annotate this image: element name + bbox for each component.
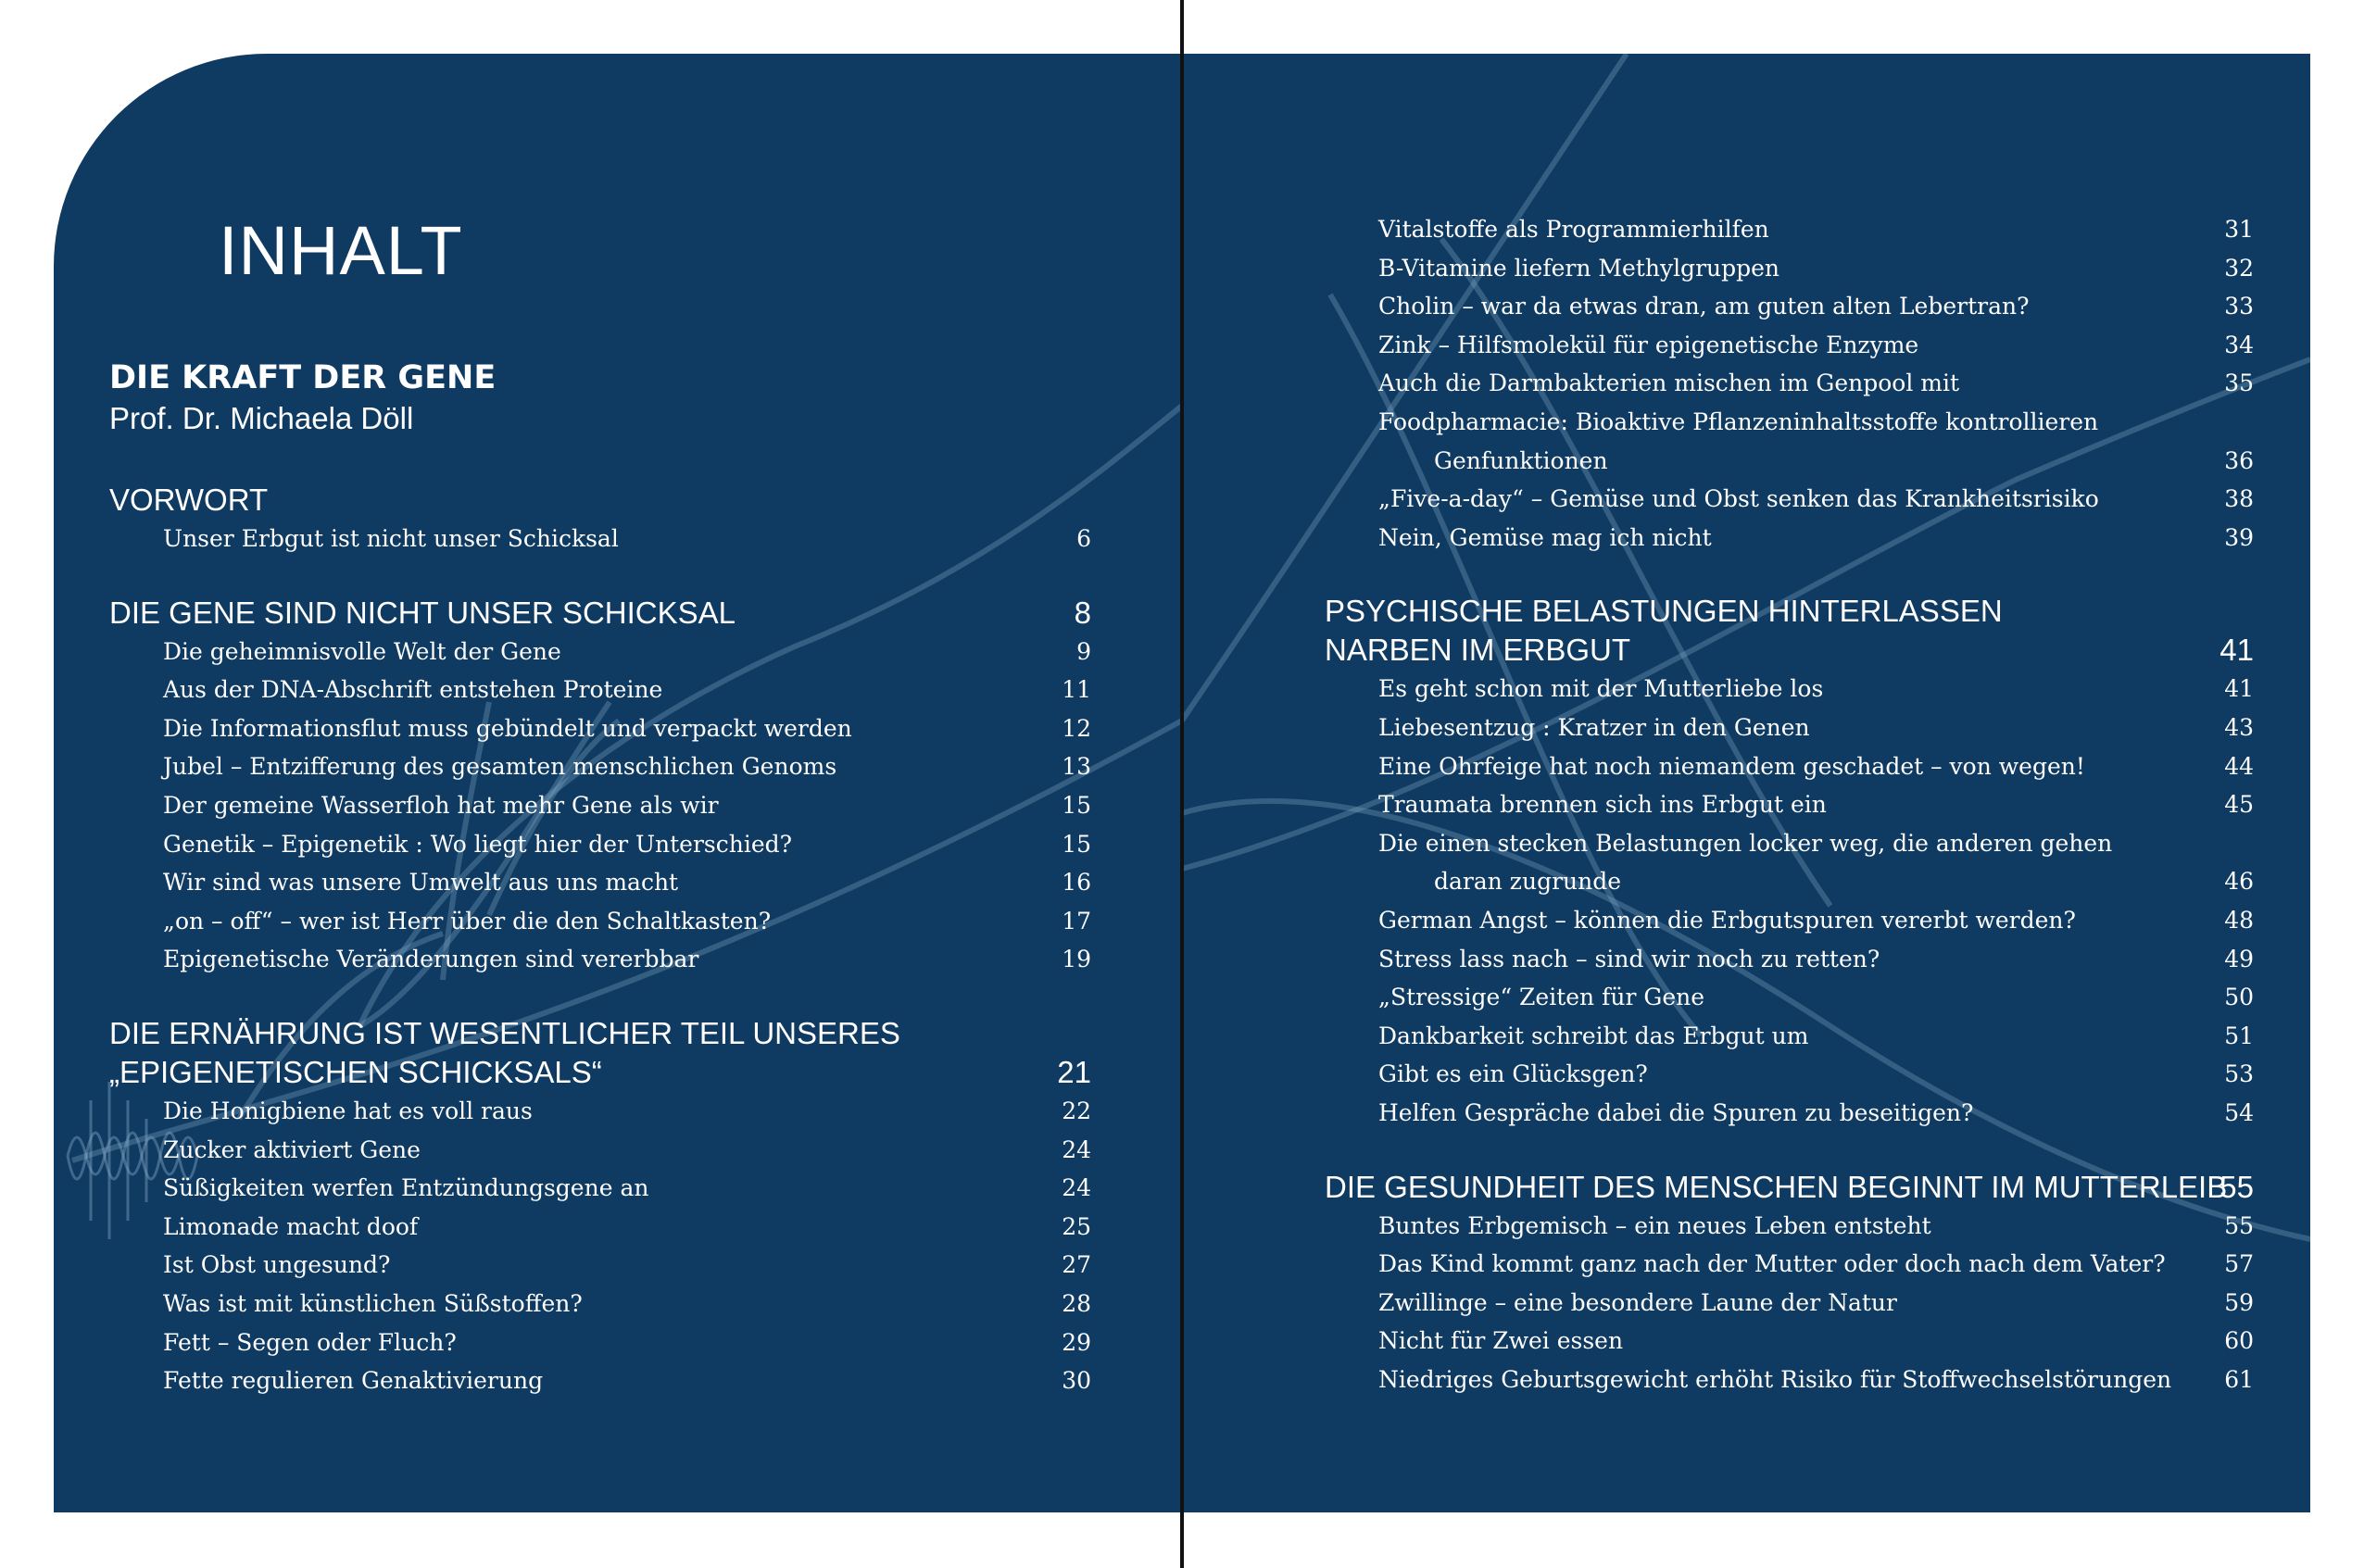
toc-entry-title: Es geht schon mit der Mutterliebe los [1378, 675, 1824, 703]
toc-entry-row [1182, 288, 2310, 325]
toc-entry-row [1182, 941, 2310, 978]
toc-page-number: 38 [2224, 485, 2254, 513]
toc-list-right [1182, 54, 2310, 1512]
toc-page-number: 44 [2224, 752, 2254, 780]
toc-page-number: 17 [1062, 907, 1091, 935]
toc-page-number: 50 [2224, 984, 2254, 1011]
toc-entry-row [1182, 404, 2310, 441]
toc-page-number: 39 [2224, 523, 2254, 551]
toc-entry-row [1182, 1246, 2310, 1283]
toc-entry-title: Ist Obst ungesund? [163, 1251, 391, 1279]
toc-entry-title: Genfunktionen [1434, 446, 1608, 474]
toc-entry-title: Was ist mit künstlichen Süßstoffen? [163, 1290, 583, 1317]
toc-entry-title: Niedriges Geburtsgewicht erhöht Risiko für Stoffwechselstörungen [1378, 1366, 2172, 1393]
toc-chapter-title: DIE GENE SIND NICHT UNSER SCHICKSAL [109, 595, 736, 630]
toc-entry-title: Traumata brennen sich ins Erbgut ein [1378, 791, 1827, 819]
toc-chapter-title: „EPIGENETISCHEN SCHICKSALS“ [109, 1055, 602, 1089]
toc-entry-row [1182, 786, 2310, 823]
toc-entry-row [54, 710, 1182, 747]
toc-entry-title: Die geheimnisvolle Welt der Gene [163, 637, 561, 665]
toc-entry-title: „Stressige“ Zeiten für Gene [1378, 984, 1705, 1011]
toc-entry-title: Nicht für Zwei essen [1378, 1327, 1624, 1355]
toc-entry-title: Gibt es ein Glücksgen? [1378, 1060, 1648, 1088]
page-heading: INHALT [219, 212, 463, 289]
toc-entry-row [54, 1170, 1182, 1207]
toc-entry-title: Zink – Hilfsmolekül für epigenetische Enzyme [1378, 331, 1919, 358]
toc-entry-row [54, 1132, 1182, 1169]
toc-entry-title: Foodpharmacie: Bioaktive Pflanzeninhaltsstoffe kontrollieren [1378, 408, 2099, 435]
toc-entry-title: B-Vitamine liefern Methylgruppen [1378, 254, 1780, 282]
toc-entry-row [1182, 1208, 2310, 1245]
toc-entry-title: Zucker aktiviert Gene [163, 1135, 421, 1163]
toc-chapter-row [54, 595, 1182, 632]
toc-entry-row [1182, 671, 2310, 708]
toc-entry-row [1182, 1285, 2310, 1322]
toc-entry-title: Dankbarkeit schreibt das Erbgut um [1378, 1022, 1809, 1049]
right-page [1182, 0, 2364, 1568]
toc-list-left [54, 54, 1182, 1512]
toc-entry-title: Auch die Darmbakterien mischen im Genpool mit [1378, 370, 1960, 397]
toc-entry-row [54, 1324, 1182, 1361]
toc-page-number: 8 [1074, 595, 1091, 630]
toc-entry-row [54, 633, 1182, 671]
toc-entry-title: Cholin – war da etwas dran, am guten alten Lebertran? [1378, 293, 2030, 320]
toc-entry-title: Fett – Segen oder Fluch? [163, 1328, 457, 1356]
toc-chapter-title: VORWORT [109, 483, 269, 517]
toc-entry-row [1182, 748, 2310, 785]
toc-entry-title: daran zugrunde [1434, 868, 1622, 896]
toc-entry-row [1182, 250, 2310, 287]
toc-entry-row [54, 1286, 1182, 1323]
toc-entry-row [1182, 443, 2310, 480]
toc-entry-title: Helfen Gespräche dabei die Spuren zu beseitigen? [1378, 1099, 1974, 1126]
toc-entry-row [54, 1209, 1182, 1246]
toc-page-number: 59 [2224, 1288, 2254, 1316]
toc-entry-title: Eine Ohrfeige hat noch niemandem geschadet – von wegen! [1378, 752, 2085, 780]
toc-page-number: 55 [2224, 1211, 2254, 1239]
toc-entry-title: Vitalstoffe als Programmierhilfen [1378, 216, 1769, 243]
toc-entry-row [54, 787, 1182, 824]
toc-page-number: 9 [1076, 637, 1091, 665]
toc-entry-row [1182, 709, 2310, 746]
toc-entry-row [54, 521, 1182, 558]
toc-page-number: 49 [2224, 945, 2254, 972]
toc-page-number: 31 [2224, 216, 2254, 243]
toc-entry-row [1182, 979, 2310, 1016]
page-spine [1180, 0, 1184, 1568]
toc-entry-row [1182, 327, 2310, 364]
toc-page-number: 15 [1062, 792, 1091, 819]
toc-entry-row [1182, 1361, 2310, 1399]
toc-entry-title: Aus der DNA-Abschrift entstehen Proteine [163, 676, 663, 704]
toc-chapter-row [1182, 632, 2310, 669]
toc-entry-row [1182, 365, 2310, 402]
toc-page-number: 45 [2224, 791, 2254, 819]
toc-page-number: 22 [1062, 1098, 1091, 1124]
toc-entry-title: Die Informationsflut muss gebündelt und verpackt werden [163, 714, 852, 742]
toc-page-number: 41 [2219, 633, 2254, 668]
toc-entry-row [1182, 825, 2310, 862]
toc-entry-title: Stress lass nach – sind wir noch zu retten? [1378, 945, 1880, 972]
toc-chapter-title: DIE GESUNDHEIT DES MENSCHEN BEGINNT IM MUTTERLEIB [1325, 1169, 2228, 1204]
toc-entry-title: Liebesentzug : Kratzer in den Genen [1378, 714, 1810, 741]
toc-chapter-title: NARBEN IM ERBGUT [1325, 633, 1631, 668]
toc-entry-row [54, 864, 1182, 901]
toc-page-number: 54 [2224, 1099, 2254, 1126]
toc-entry-row [54, 903, 1182, 940]
toc-entry-row [54, 1362, 1182, 1399]
toc-entry-title: „on – off“ – wer ist Herr über die den Schaltkasten? [163, 907, 772, 935]
toc-entry-title: Epigenetische Veränderungen sind vererbbar [163, 946, 699, 973]
toc-page-number: 41 [2224, 675, 2254, 703]
toc-entry-title: Jubel – Entzifferung des gesamten menschlichen Genoms [163, 753, 837, 781]
toc-entry-row [1182, 1056, 2310, 1093]
toc-page-number: 61 [2224, 1366, 2254, 1393]
toc-chapter-title: PSYCHISCHE BELASTUNGEN HINTERLASSEN [1325, 594, 2003, 629]
toc-page-number: 15 [1062, 830, 1091, 858]
toc-entry-title: Der gemeine Wasserfloh hat mehr Gene als wir [163, 792, 719, 819]
toc-entry-title: Genetik – Epigenetik : Wo liegt hier der Unterschied? [163, 830, 793, 858]
toc-entry-title: Fette regulieren Genaktivierung [163, 1367, 544, 1395]
book-author: Prof. Dr. Michaela Döll [109, 401, 414, 435]
toc-entry-title: Buntes Erbgemisch – ein neues Leben entsteht [1378, 1211, 1931, 1239]
toc-page-number: 30 [1062, 1367, 1091, 1395]
toc-page-number: 48 [2224, 907, 2254, 934]
toc-entry-row [54, 826, 1182, 863]
toc-entry-row [54, 671, 1182, 709]
toc-page-number: 36 [2224, 446, 2254, 474]
toc-page-number: 6 [1076, 525, 1091, 552]
left-content-panel [54, 54, 1182, 1512]
toc-page-number: 60 [2224, 1327, 2254, 1355]
toc-entry-row [1182, 1323, 2310, 1360]
right-content-panel [1182, 54, 2310, 1512]
toc-page-number: 34 [2224, 331, 2254, 358]
toc-entry-row [54, 1093, 1182, 1130]
toc-chapter-row [1182, 593, 2310, 630]
toc-entry-title: Unser Erbgut ist nicht unser Schicksal [163, 525, 619, 552]
toc-page-number: 24 [1062, 1174, 1091, 1202]
toc-entry-title: Süßigkeiten werfen Entzündungsgene an [163, 1174, 649, 1202]
toc-entry-title: Das Kind kommt ganz nach der Mutter oder doch nach dem Vater? [1378, 1250, 2166, 1278]
toc-page-number: 25 [1062, 1212, 1091, 1240]
toc-page-number: 51 [2224, 1022, 2254, 1049]
toc-entry-title: Die einen stecken Belastungen locker weg, die anderen gehen [1378, 829, 2113, 857]
toc-entry-row [1182, 1095, 2310, 1132]
toc-chapter-row [54, 1054, 1182, 1091]
toc-entry-row [54, 748, 1182, 785]
toc-page-number: 33 [2224, 293, 2254, 320]
book-title: DIE KRAFT DER GENE [109, 359, 497, 396]
toc-entry-row [1182, 211, 2310, 248]
toc-entry-title: Nein, Gemüse mag ich nicht [1378, 523, 1712, 551]
toc-chapter-row [54, 1015, 1182, 1052]
toc-chapter-title: DIE ERNÄHRUNG IST WESENTLICHER TEIL UNSERES [109, 1016, 900, 1050]
toc-page-number: 55 [2219, 1169, 2254, 1204]
toc-entry-title: „Five-a-day“ – Gemüse und Obst senken das Krankheitsrisiko [1378, 485, 2099, 513]
toc-page-number: 21 [1057, 1055, 1091, 1089]
toc-page-number: 57 [2224, 1250, 2254, 1278]
toc-entry-title: Limonade macht doof [163, 1212, 419, 1240]
toc-entry-row [1182, 902, 2310, 939]
toc-page-number: 35 [2224, 370, 2254, 397]
toc-entry-row [54, 941, 1182, 978]
toc-page-number: 32 [2224, 254, 2254, 282]
toc-page-number: 53 [2224, 1060, 2254, 1088]
toc-page-number: 46 [2224, 868, 2254, 896]
toc-page-number: 43 [2224, 714, 2254, 741]
toc-page-number: 13 [1062, 753, 1091, 781]
toc-entry-title: Wir sind was unsere Umwelt aus uns macht [163, 869, 679, 897]
toc-chapter-row [1182, 1169, 2310, 1206]
toc-page-number: 28 [1062, 1290, 1091, 1317]
toc-entry-row [1182, 1018, 2310, 1055]
toc-page-number: 27 [1062, 1251, 1091, 1279]
toc-entry-title: German Angst – können die Erbgutspuren vererbt werden? [1378, 907, 2076, 934]
toc-page-number: 12 [1062, 714, 1091, 742]
toc-entry-row [1182, 520, 2310, 557]
toc-page-number: 29 [1062, 1328, 1091, 1356]
toc-entry-row [54, 1247, 1182, 1284]
toc-entry-title: Die Honigbiene hat es voll raus [163, 1098, 533, 1124]
toc-chapter-row [54, 482, 1182, 519]
toc-entry-row [1182, 863, 2310, 900]
toc-page-number: 11 [1062, 676, 1091, 704]
toc-entry-row [1182, 481, 2310, 518]
toc-page-number: 16 [1062, 869, 1091, 897]
toc-page-number: 24 [1062, 1135, 1091, 1163]
toc-page-number: 19 [1062, 946, 1091, 973]
toc-entry-title: Zwillinge – eine besondere Laune der Natur [1378, 1288, 1897, 1316]
